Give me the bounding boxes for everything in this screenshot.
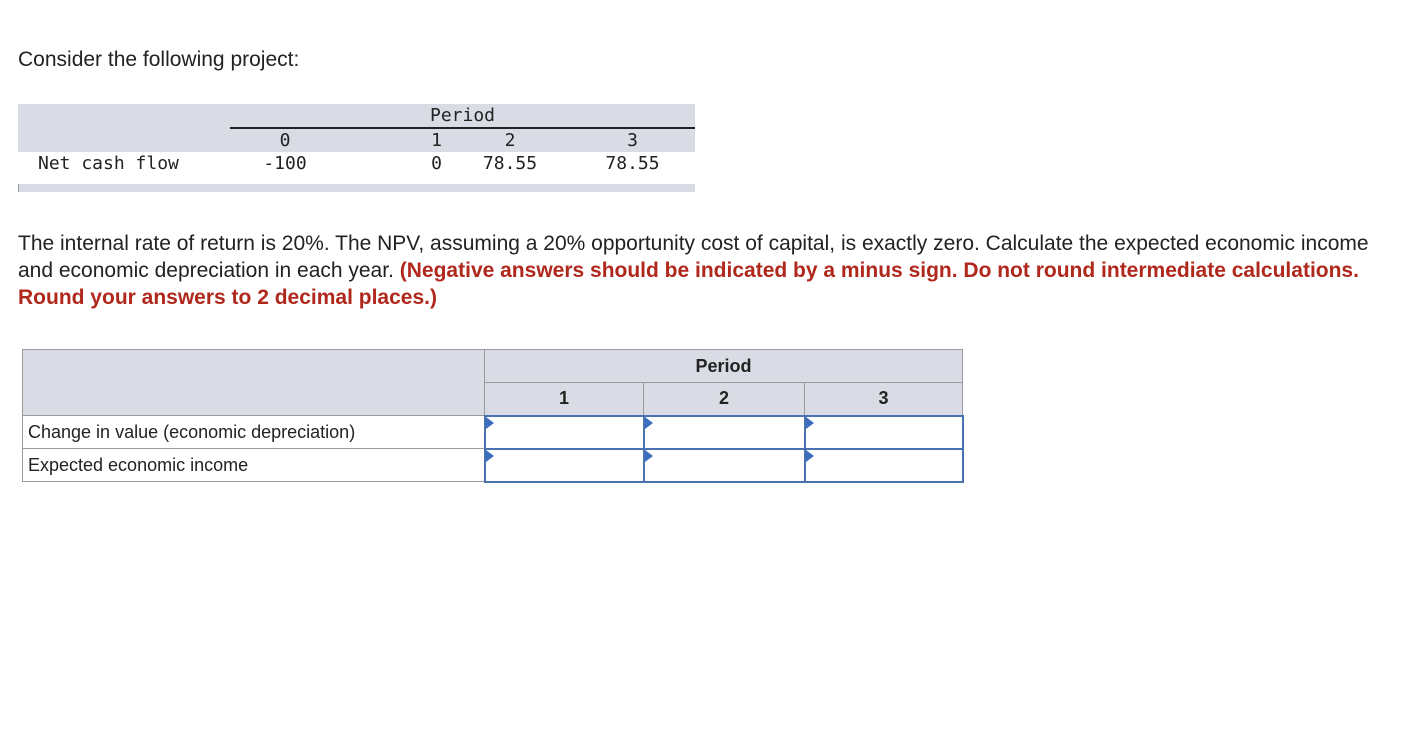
depreciation-year-1-input[interactable] xyxy=(486,417,643,448)
input-marker-icon xyxy=(645,450,653,462)
row-label-depreciation: Change in value (economic depreciation) xyxy=(23,416,485,449)
answer-period-3: 3 xyxy=(805,383,963,416)
cf-value-0: -100 xyxy=(230,152,340,175)
input-marker-icon xyxy=(486,450,494,462)
depreciation-year-1-cell xyxy=(485,416,644,449)
cf-period-header: Period xyxy=(230,104,695,128)
answer-table xyxy=(22,349,964,483)
cf-period-0: 0 xyxy=(230,128,340,152)
depreciation-year-3-cell xyxy=(805,416,963,449)
answer-corner xyxy=(23,350,485,416)
income-year-1-input[interactable] xyxy=(486,450,643,481)
question-instructions: (Negative answers should be indicated by a minus sign. Do not round intermediate calculations. Round your answers to 2 decimal places.) xyxy=(18,259,1359,309)
depreciation-year-2-cell xyxy=(644,416,805,449)
depreciation-year-3-input[interactable] xyxy=(806,417,962,448)
cf-period-2: 2 xyxy=(450,128,570,152)
input-marker-icon xyxy=(486,417,494,429)
input-marker-icon xyxy=(806,417,814,429)
answer-period-header: Period xyxy=(485,350,963,383)
cf-period-1: 1 xyxy=(340,128,450,152)
income-year-1-cell xyxy=(485,449,644,482)
answer-row-depreciation xyxy=(23,416,963,449)
income-year-3-cell xyxy=(805,449,963,482)
income-year-2-cell xyxy=(644,449,805,482)
cf-period-3: 3 xyxy=(570,128,695,152)
cf-table-bottom-bar xyxy=(18,184,695,192)
answer-period-1: 1 xyxy=(485,383,644,416)
depreciation-year-2-input[interactable] xyxy=(645,417,804,448)
question-text xyxy=(18,230,1408,311)
income-year-3-input[interactable] xyxy=(806,450,962,481)
cf-corner-2 xyxy=(18,128,230,152)
income-year-2-input[interactable] xyxy=(645,450,804,481)
question-plain: The internal rate of return is 20%. The NPV, assuming a 20% opportunity cost of capital, is exactly zero. Calculate the expected economic income and economic depreciation in each year. xyxy=(18,232,1369,282)
intro-text: Consider the following project: xyxy=(18,48,300,71)
answer-row-income xyxy=(23,449,963,482)
input-marker-icon xyxy=(645,417,653,429)
cf-corner xyxy=(18,104,230,128)
row-label-income: Expected economic income xyxy=(23,449,485,482)
cf-value-2: 78.55 xyxy=(450,152,570,175)
cf-row-label: Net cash flow xyxy=(18,152,230,175)
input-marker-icon xyxy=(806,450,814,462)
answer-period-2: 2 xyxy=(644,383,805,416)
cf-value-1: 0 xyxy=(340,152,450,175)
cf-value-3: 78.55 xyxy=(570,152,695,175)
cash-flow-table xyxy=(18,104,695,175)
